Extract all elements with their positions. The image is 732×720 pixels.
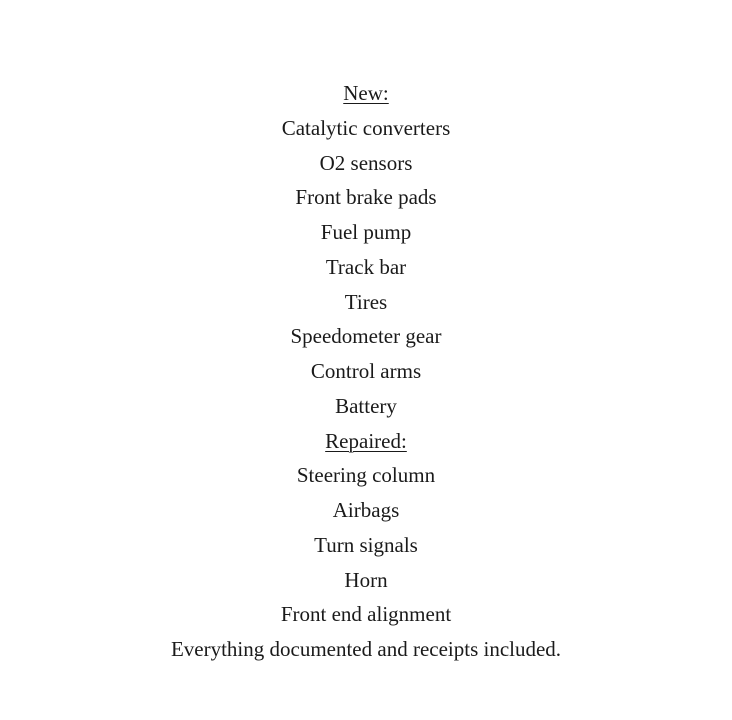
list-item: Catalytic converters [281,115,451,140]
list-item: Tires [344,289,388,314]
list-item: Fuel pump [320,220,412,244]
list-item: Airbags [332,498,400,522]
list-item: Battery [335,393,397,418]
document-page [0,76,732,667]
list-item: Turn signals [314,532,418,557]
list-item: Horn [344,567,388,592]
list-item: O2 sensors [319,150,413,175]
list-item: Steering column [296,463,436,488]
section-heading-new: New: [343,81,389,105]
footer-note: Everything documented and receipts included. [170,637,562,661]
list-item: Track bar [325,254,407,279]
list-item: Speedometer gear [290,324,442,349]
list-item: Front brake pads [295,185,437,210]
list-item: Front end alignment [280,602,452,627]
list-item: Control arms [310,359,422,383]
section-heading-repaired: Repaired: [325,428,407,453]
